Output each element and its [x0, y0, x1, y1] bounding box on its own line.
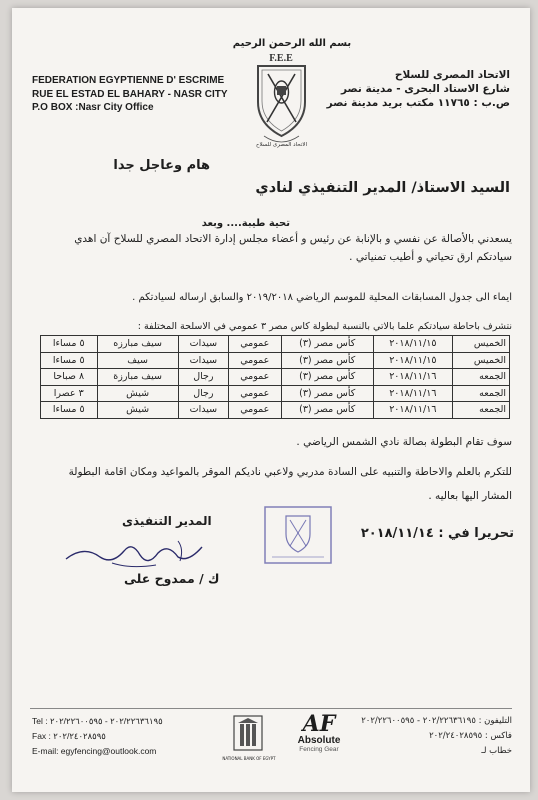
cell-day: الجمعه	[452, 402, 509, 419]
footer-en-line: Tel : ٢٠٢/٢٢٦٣٦١٩٥ - ٢٠٢/٢٢٦٠٠٥٩٥	[32, 716, 163, 726]
cell-event: كأس مصر (٣)	[281, 402, 373, 419]
greeting: تحية طيبة.... وبعد	[201, 218, 290, 229]
bank-label: NATIONAL BANK OF EGYPT	[222, 756, 276, 761]
cell-category: سيدات	[178, 402, 228, 419]
table-row	[41, 402, 510, 419]
cell-event: كأس مصر (٣)	[281, 352, 373, 369]
header-ar-line: شارع الاستاد البحرى - مدينة نصر	[340, 83, 510, 95]
cell-level: عمومي	[228, 402, 281, 419]
cell-category: رجال	[178, 385, 228, 402]
body-paragraph-notice: نتشرف باحاطة سيادتكم علما بالاتي بالنسبة لبطولة كاس مصر ٣ عمومي في الاسلحة المختلفة :	[137, 321, 512, 332]
header-en-line: P.O BOX :Nasr City Office	[32, 102, 154, 113]
logo-caption: الاتحاد المصرى للسلاح	[255, 142, 308, 148]
cell-date: ٢٠١٨/١١/١٥	[373, 336, 452, 353]
cell-category: رجال	[178, 369, 228, 386]
table-row	[41, 369, 510, 386]
addressee: السيد الاستاذ/ المدير التنفيذي لنادي	[255, 180, 510, 196]
cell-event: كأس مصر (٣)	[281, 369, 373, 386]
footer-en-line: E-mail: egyfencing@outlook.com	[32, 746, 157, 756]
signatory-name: ك / ممدوح على	[124, 571, 220, 586]
header-arabic	[325, 68, 510, 110]
footer-ar-line: فاكس : ٢٠٢/٢٤٠٢٨٥٩٥	[429, 731, 512, 741]
footer-contact-arabic	[332, 714, 512, 759]
cell-day: الخميس	[452, 352, 509, 369]
cell-level: عمومي	[228, 369, 281, 386]
header-ar-line: ص.ب : ١١٧٦٥ مكتب بريد مدينة نصر	[326, 97, 510, 109]
cell-date: ٢٠١٨/١١/١٦	[373, 369, 452, 386]
cell-time: ٥ مساءا	[41, 352, 98, 369]
logo-text: F.E.E	[269, 53, 293, 64]
handwritten-signature	[60, 533, 210, 573]
cell-weapon: سيف مبارزة	[97, 369, 178, 386]
cell-category: سيدات	[178, 352, 228, 369]
bank-logo	[230, 712, 266, 756]
header-en-line: FEDERATION EGYPTIENNE D' ESCRIME	[32, 75, 225, 86]
body-paragraph-intro: يسعدني بالأصالة عن نفسي و بالإنابة عن رئيس و أعضاء مجلس إدارة الاتحاد المصري للسلاح آن اهدي سيادتكم ارق تحياتي و أطيب تمنياتي .	[74, 233, 512, 263]
cell-time: ٣ عصرا	[41, 385, 98, 402]
footer-ar-line: التليفون : ٢٠٢/٢٢٦٣٦١٩٥ - ٢٠٢/٢٢٦٠٠٥٩٥	[361, 716, 512, 726]
cell-time: ٥ مساءا	[41, 402, 98, 419]
cell-event: كأس مصر (٣)	[281, 385, 373, 402]
cell-day: الخميس	[452, 336, 509, 353]
body-paragraph-venue: سوف تقام البطولة بصالة نادي الشمس الرياضي .	[296, 436, 512, 448]
cell-weapon: سيف	[97, 352, 178, 369]
footer-divider	[30, 708, 512, 709]
sponsor-subtitle: Fencing Gear	[299, 746, 339, 753]
cell-weapon: شيش	[97, 385, 178, 402]
cell-date: ٢٠١٨/١١/١٥	[373, 352, 452, 369]
cell-event: كأس مصر (٣)	[281, 336, 373, 353]
header-english	[32, 74, 228, 115]
sponsor-mark: AF	[302, 711, 336, 737]
cell-weapon: سيف مبارزه	[97, 336, 178, 353]
basmala: بسم الله الرحمن الرحيم	[232, 38, 352, 49]
federation-logo	[244, 50, 319, 150]
schedule-table	[40, 335, 510, 419]
sponsor-name: Absolute	[297, 735, 341, 746]
header-ar-line: الاتحاد المصرى للسلاح	[394, 69, 510, 81]
table-row	[41, 385, 510, 402]
cell-time: ٥ مساءا	[41, 336, 98, 353]
signatory-title: المدير التنفيذى	[122, 514, 212, 528]
footer-en-line: Fax : ٢٠٢/٢٤٠٢٨٥٩٥	[32, 731, 106, 741]
cell-level: عمومي	[228, 385, 281, 402]
body-paragraph-reference: ايماء الى جدول المسابقات المحلية للموسم الرياضي ٢٠١٩/٢٠١٨ والسابق ارساله لسيادتكم .	[132, 292, 512, 303]
cell-category: سيدات	[178, 336, 228, 353]
letter-page	[12, 8, 530, 792]
footer-contact-english	[32, 714, 163, 759]
cell-date: ٢٠١٨/١١/١٦	[373, 402, 452, 419]
body-paragraph-closing: للتكرم بالعلم والاحاطة والتنبيه على السادة مدربي ولاعبي ناديكم الموقر بالمواعيد ومكان اقامة البطولة المشار اليها بعاليه .	[68, 466, 512, 502]
cell-day: الجمعه	[452, 369, 509, 386]
official-stamp	[262, 504, 334, 566]
cell-level: عمومي	[228, 352, 281, 369]
cell-day: الجمعه	[452, 385, 509, 402]
header-en-line: RUE EL ESTAD EL BAHARY - NASR CITY	[32, 88, 228, 100]
table-row	[41, 352, 510, 369]
cell-level: عمومي	[228, 336, 281, 353]
cell-time: ٨ صباحا	[41, 369, 98, 386]
table-row	[41, 336, 510, 353]
urgent-notice: هام وعاجل جدا	[113, 158, 210, 173]
cell-date: ٢٠١٨/١١/١٦	[373, 385, 452, 402]
date-written: تحريرا في : ٢٠١٨/١١/١٤	[360, 526, 514, 541]
footer-ar-line: خطاب لـ	[481, 746, 512, 756]
cell-weapon: شيش	[97, 402, 178, 419]
